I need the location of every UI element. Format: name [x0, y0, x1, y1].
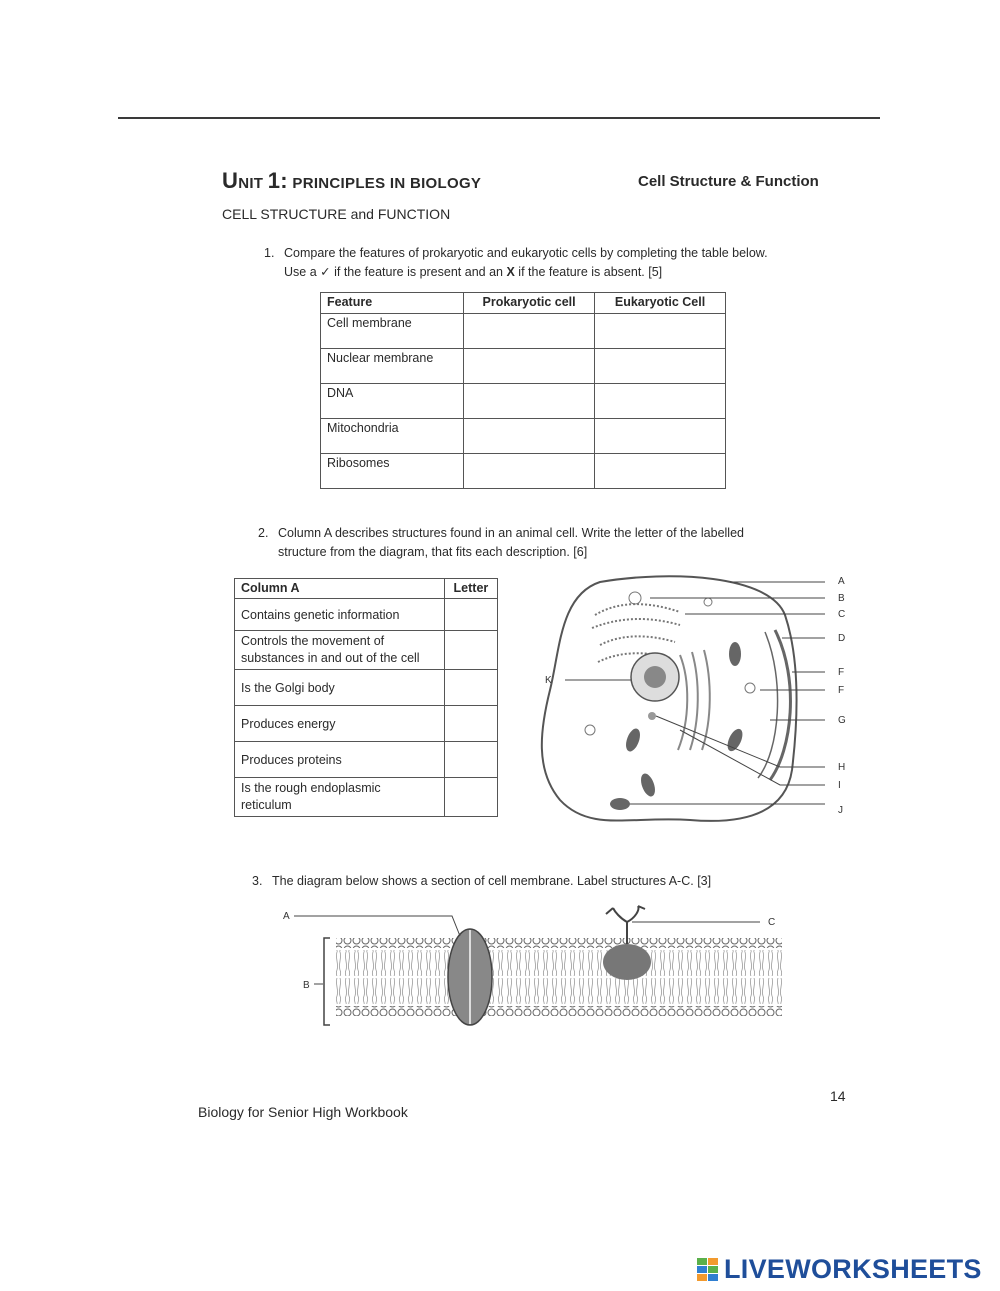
book-title: Biology for Senior High Workbook — [198, 1104, 408, 1120]
mitochondrion-long-shape — [770, 630, 790, 780]
q2-description: Is the Golgi body — [235, 670, 445, 706]
section-title: CELL STRUCTURE and FUNCTION — [222, 206, 451, 222]
unit-name: PRINCIPLES IN BIOLOGY — [292, 175, 482, 192]
cell-label-f2: F — [838, 685, 845, 696]
table-row — [321, 384, 726, 419]
top-rule — [118, 117, 880, 119]
q2-letter-answer[interactable] — [444, 706, 497, 742]
liveworksheets-logo-icon — [697, 1258, 719, 1282]
q2-col-column-a: Column A — [235, 579, 445, 599]
question-1-line1: Compare the features of prokaryotic and eukaryotic cells by completing the table below. — [284, 246, 768, 260]
q1-answer-eukaryotic[interactable] — [595, 314, 726, 349]
topic-title: Cell Structure & Function — [638, 173, 819, 190]
mitochondrion-shape — [724, 727, 745, 754]
q2-description: Produces proteins — [235, 742, 445, 778]
question-1-line2-b: if the feature is present and an — [334, 265, 503, 279]
q2-description — [235, 778, 445, 817]
table-row — [235, 706, 498, 742]
cell-label-j: J — [838, 805, 843, 816]
q1-feature-cell: Nuclear membrane — [321, 349, 464, 384]
cell-label-g: G — [838, 715, 846, 726]
mitochondrion-long-shape — [758, 632, 778, 778]
q1-feature-cell: Cell membrane — [321, 314, 464, 349]
unit-first-letter: U — [222, 168, 239, 193]
mitochondrion-shape — [610, 798, 630, 810]
glycoprotein-shape — [603, 944, 651, 980]
q2-description: Produces energy — [235, 706, 445, 742]
q2-description-line: substances in and out of the cell — [241, 651, 420, 665]
question-2-line2: structure from the diagram, that fits each description. [6] — [278, 545, 588, 559]
vesicle-shape — [745, 683, 755, 693]
q2-table — [234, 578, 498, 817]
cell-membrane-diagram — [280, 900, 790, 1035]
animal-cell-diagram — [530, 570, 860, 835]
mitochondrion-shape — [729, 642, 741, 666]
bilayer-brace-shape — [324, 938, 330, 1025]
q1-col-prokaryotic: Prokaryotic cell — [464, 293, 595, 314]
lower-phospholipid-heads — [336, 1006, 782, 1016]
table-row — [235, 670, 498, 706]
q1-answer-eukaryotic[interactable] — [595, 384, 726, 419]
table-row — [235, 742, 498, 778]
q1-feature-cell: Mitochondria — [321, 419, 464, 454]
leader-line — [680, 730, 825, 785]
q2-letter-answer[interactable] — [444, 631, 497, 670]
q2-letter-answer[interactable] — [444, 670, 497, 706]
vesicle-shape — [629, 592, 641, 604]
question-3-number: 3. — [252, 874, 263, 888]
question-2-line1: Column A describes structures found in an animal cell. Write the letter of the labelled — [278, 526, 744, 540]
er-membrane-shape — [595, 604, 680, 615]
x-mark: X — [506, 265, 515, 279]
vesicle-shape — [648, 712, 656, 720]
unit-number: 1: — [267, 168, 288, 193]
question-2-number: 2. — [258, 526, 269, 540]
q1-answer-prokaryotic[interactable] — [464, 349, 595, 384]
lower-phospholipid-tails — [336, 978, 782, 1004]
q1-answer-prokaryotic[interactable] — [464, 314, 595, 349]
upper-phospholipid-tails — [336, 950, 782, 976]
question-3-text: The diagram below shows a section of cell membrane. Label structures A-C. [3] — [272, 874, 712, 888]
q1-feature-cell: DNA — [321, 384, 464, 419]
table-row — [321, 454, 726, 489]
vesicle-shape — [704, 598, 712, 606]
golgi-shape — [678, 655, 687, 750]
table-row — [321, 419, 726, 454]
cell-label-i: I — [838, 780, 841, 791]
table-row — [321, 314, 726, 349]
unit-word-rest: NIT — [238, 175, 264, 192]
er-membrane-shape — [592, 619, 680, 628]
membrane-label-c: C — [768, 917, 776, 928]
q1-col-feature: Feature — [321, 293, 464, 314]
q2-description-line: reticulum — [241, 798, 292, 812]
table-row — [235, 599, 498, 631]
cell-label-k: K — [545, 675, 552, 686]
upper-phospholipid-heads — [336, 938, 782, 948]
q2-table-header — [235, 579, 498, 599]
mitochondrion-shape — [638, 772, 657, 799]
cell-label-b: B — [838, 593, 845, 604]
q1-answer-eukaryotic[interactable] — [595, 454, 726, 489]
check-mark-icon: ✓ — [320, 265, 331, 279]
q2-letter-answer[interactable] — [444, 599, 497, 631]
q1-answer-prokaryotic[interactable] — [464, 454, 595, 489]
q1-answer-prokaryotic[interactable] — [464, 384, 595, 419]
question-1-number: 1. — [264, 246, 275, 260]
cell-label-f: F — [838, 667, 845, 678]
nucleolus-shape — [644, 666, 666, 688]
membrane-label-a: A — [283, 911, 290, 922]
question-3 — [252, 872, 711, 891]
q1-table-header — [321, 293, 726, 314]
cell-label-h: H — [838, 762, 846, 773]
q1-feature-cell: Ribosomes — [321, 454, 464, 489]
golgi-shape — [690, 652, 698, 750]
q2-description: Contains genetic information — [235, 599, 445, 631]
cell-membrane-shape — [542, 576, 797, 821]
cell-label-c: C — [838, 609, 846, 620]
table-row — [321, 349, 726, 384]
unit-title — [222, 168, 481, 194]
leader-line — [294, 916, 460, 936]
table-row — [235, 631, 498, 670]
q1-answer-eukaryotic[interactable] — [595, 349, 726, 384]
er-membrane-shape — [600, 636, 675, 645]
cell-label-d: D — [838, 633, 846, 644]
mitochondrion-shape — [623, 727, 642, 754]
question-1-line2-c: if the feature is absent. [5] — [518, 265, 663, 279]
question-1-line2-a: Use a — [284, 265, 317, 279]
liveworksheets-brand: LIVEWORKSHEETS — [724, 1254, 982, 1284]
q1-answer-prokaryotic[interactable] — [464, 419, 595, 454]
q2-letter-answer[interactable] — [444, 778, 497, 817]
q2-description-line: Is the rough endoplasmic — [241, 781, 381, 795]
vesicle-shape — [585, 725, 595, 735]
q2-col-letter: Letter — [444, 579, 497, 599]
q1-table — [320, 292, 726, 489]
q2-description — [235, 631, 445, 670]
q2-letter-answer[interactable] — [444, 742, 497, 778]
question-2 — [258, 524, 744, 562]
cell-label-a: A — [838, 576, 845, 587]
membrane-label-b: B — [303, 980, 310, 991]
question-1 — [264, 244, 768, 282]
q1-answer-eukaryotic[interactable] — [595, 419, 726, 454]
page-number: 14 — [830, 1088, 846, 1104]
q2-description-line: Controls the movement of — [241, 634, 385, 648]
q1-col-eukaryotic: Eukaryotic Cell — [595, 293, 726, 314]
table-row — [235, 778, 498, 817]
